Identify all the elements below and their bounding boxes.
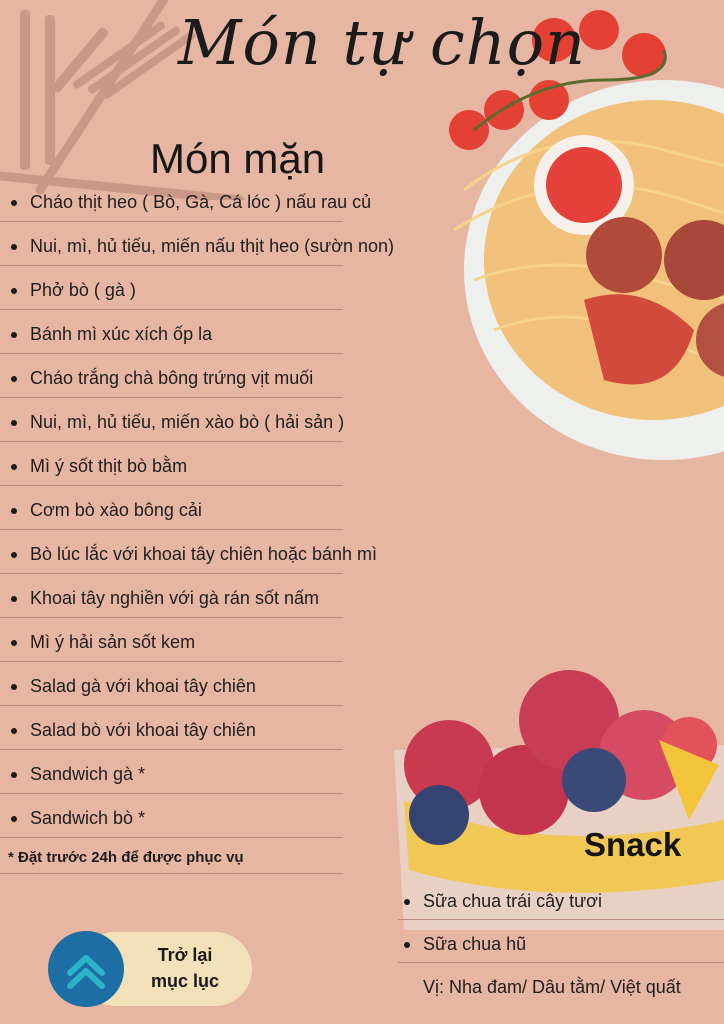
list-item: Sandwich gà * — [0, 752, 440, 796]
list-item: Mì ý hải sản sốt kem — [0, 620, 440, 664]
preorder-note: * Đặt trước 24h để được phục vụ — [8, 849, 244, 866]
back-label-line2: mục lục — [150, 971, 220, 991]
list-item: Salad bò với khoai tây chiên — [0, 708, 440, 752]
list-item: Nui, mì, hủ tiếu, miến xào bò ( hải sản ) — [0, 400, 440, 444]
back-button-label — [130, 942, 240, 994]
savory-menu-list — [0, 180, 440, 840]
list-item: Sữa chua trái cây tươi — [398, 880, 724, 923]
divider — [0, 873, 343, 874]
back-to-contents-button[interactable] — [48, 929, 252, 1009]
list-item: Bò lúc lắc với khoai tây chiên hoặc bánh mì — [0, 532, 440, 576]
list-item: Cháo thịt heo ( Bò, Gà, Cá lóc ) nấu rau củ — [0, 180, 440, 224]
back-label-line1: Trở lại — [157, 945, 213, 965]
list-item: Mì ý sốt thịt bò bằm — [0, 444, 440, 488]
list-item: Phở bò ( gà ) — [0, 268, 440, 312]
list-item: Salad gà với khoai tây chiên — [0, 664, 440, 708]
page-title: Món tự chọn — [178, 6, 586, 79]
list-item: Khoai tây nghiền với gà rán sốt nấm — [0, 576, 440, 620]
section-title-snack: Snack — [584, 826, 682, 863]
list-item: Sữa chua hũ — [398, 923, 724, 966]
snack-flavors: Vị: Nha đam/ Dâu tằm/ Việt quất — [423, 977, 681, 997]
snack-list — [398, 880, 724, 966]
list-item: Cháo trắng chà bông trứng vịt muối — [0, 356, 440, 400]
list-item: Cơm bò xào bông cải — [0, 488, 440, 532]
section-title-savory: Món mặn — [150, 135, 326, 182]
double-chevron-up-icon — [48, 931, 124, 1007]
list-item: Nui, mì, hủ tiếu, miến nấu thịt heo (sườn non) — [0, 224, 440, 268]
list-item: Bánh mì xúc xích ốp la — [0, 312, 440, 356]
list-item: Sandwich bò * — [0, 796, 440, 840]
